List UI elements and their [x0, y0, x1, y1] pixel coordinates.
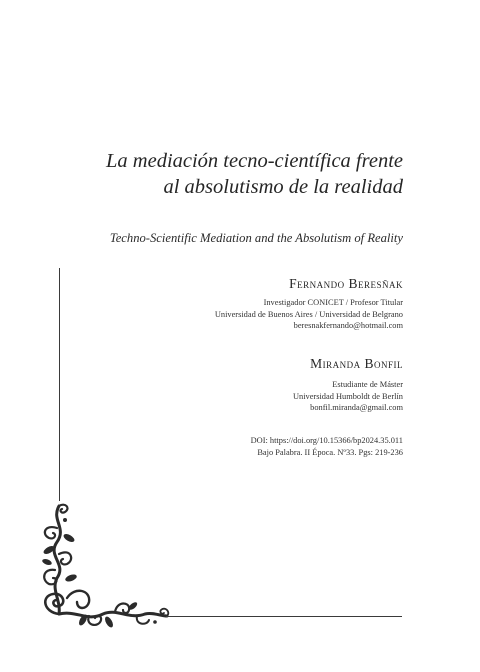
article-title	[43, 148, 403, 200]
vertical-rule	[59, 268, 60, 501]
author-1-email: beresnakfernando@hotmail.com	[293, 321, 403, 330]
author-2-position: Estudiante de Máster	[332, 380, 403, 389]
author-name-1: Fernando Beresñak	[289, 276, 403, 291]
citation-block	[251, 435, 403, 458]
author-2-email: bonfil.miranda@gmail.com	[310, 403, 403, 412]
author-1-university: Universidad de Buenos Aires / Universidad de Belgrano	[214, 309, 403, 319]
author-name-2: Miranda Bonfil	[310, 356, 403, 371]
author-affiliation-1	[215, 297, 403, 332]
article-title-line-2: al absolutismo de la realidad	[163, 176, 403, 198]
author-affiliation-2	[293, 379, 403, 414]
ornament-strokes	[44, 505, 168, 625]
journal-reference: Bajo Palabra. II Época. Nº33. Pgs: 219-236	[257, 447, 403, 457]
article-subtitle-english: Techno-Scientific Mediation and the Absolutism of Reality	[109, 231, 403, 245]
horizontal-rule	[166, 616, 402, 617]
article-title-line-1: La mediación tecno-científica frente	[106, 150, 403, 172]
doi-link[interactable]: DOI: https://doi.org/10.15366/bp2024.35.011	[250, 436, 403, 445]
author-1-position: Investigador CONICET / Profesor Titular	[263, 298, 403, 307]
floral-corner-ornament-icon	[37, 498, 172, 628]
author-2-university: Universidad Humboldt de Berlín	[292, 391, 403, 401]
